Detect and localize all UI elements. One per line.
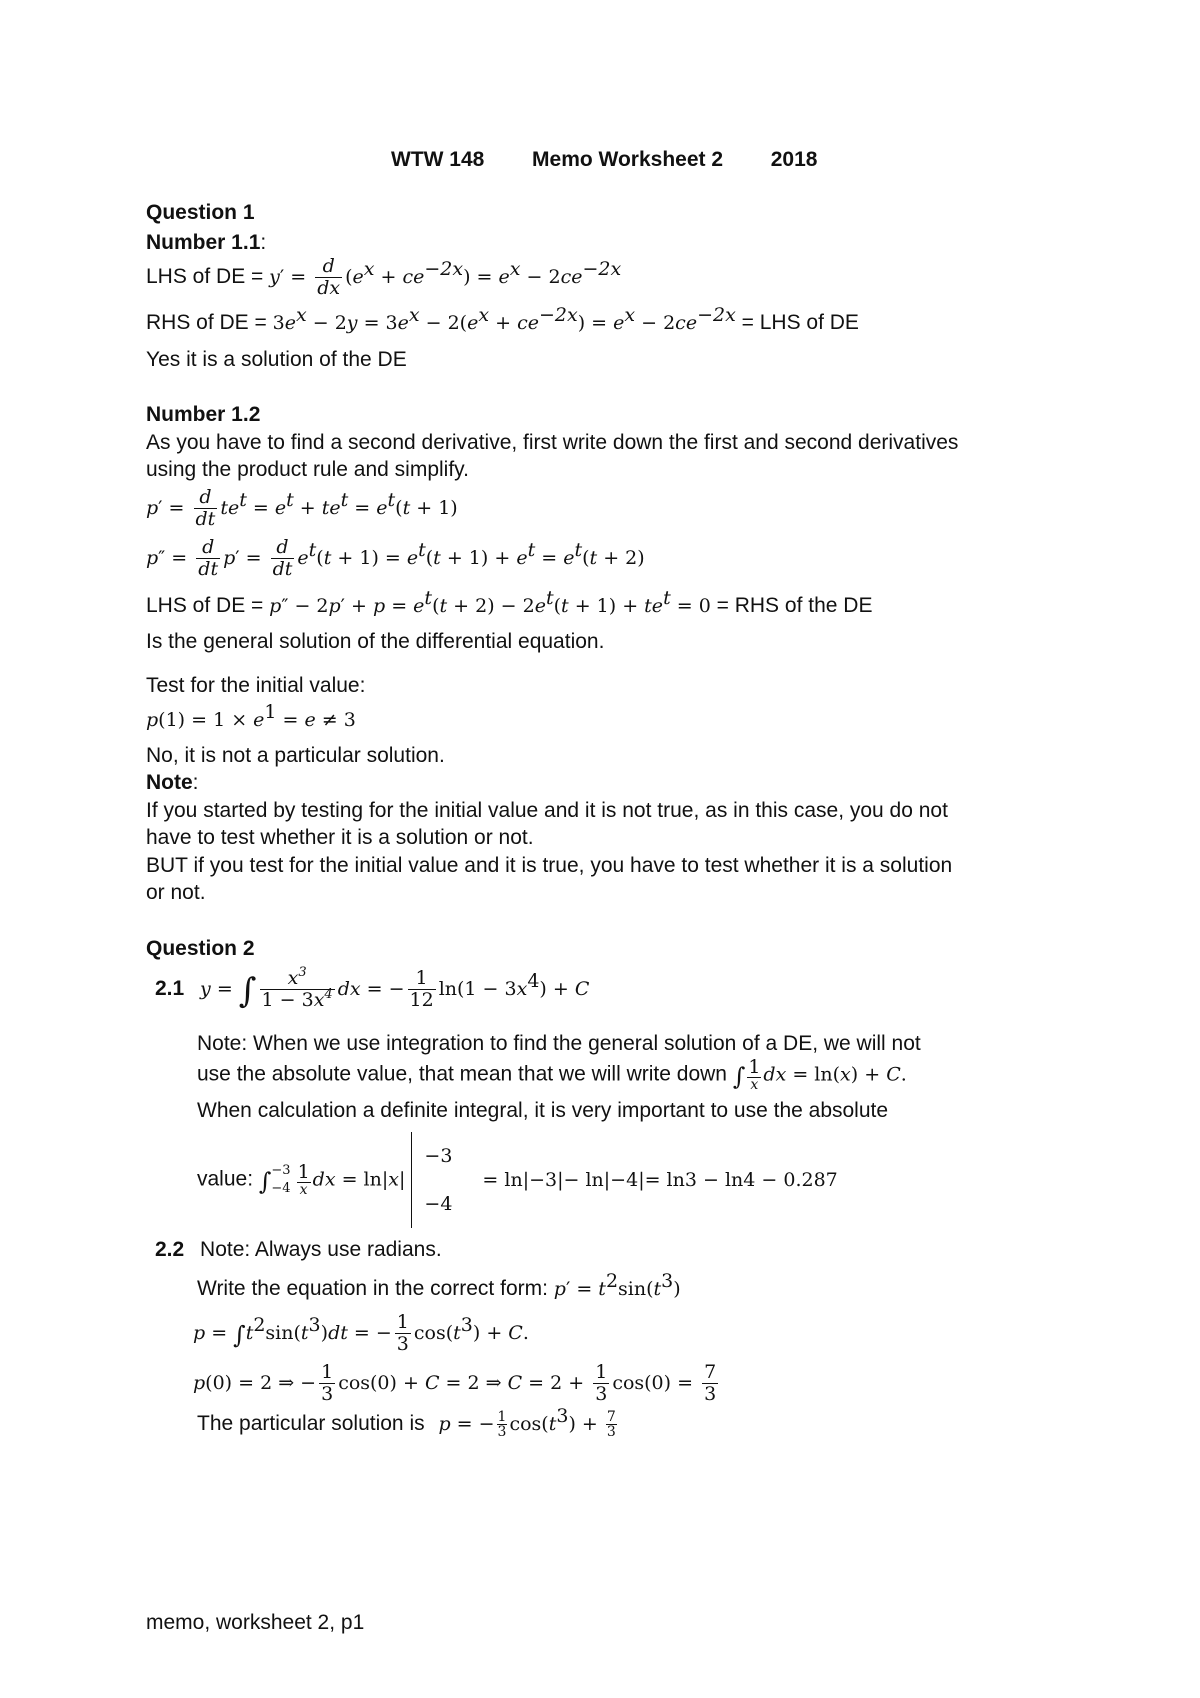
intro-line-2: using the product rule and simplify. xyxy=(146,458,469,481)
definite-integral-line: value: ∫ −3 −4 1 x dx = ln|x| −3 −4 = ln|−3|− ln|−4|= ln3 − ln4 − 0.287 xyxy=(197,1132,838,1228)
question-2-heading: Question 2 xyxy=(146,937,255,960)
equation-2-2-integral: $p = \int t^2\sin(t^3)dt$ = − $\frac{1}{3}$ $\cos(t^3) + C$. xyxy=(193,1311,529,1355)
conclusion-1-1: Yes it is a solution of the DE xyxy=(146,348,407,371)
value-label: value: xyxy=(197,1167,254,1191)
document-year: 2018 xyxy=(770,148,818,171)
course-code: WTW 148 xyxy=(391,148,485,171)
equation-1-2-check: LHS of DE = $p'' - 2p' + p = e^t(t + 2) - 2e^t(t + 1) + te^t = 0$ = RHS of the DE xyxy=(146,587,873,617)
note-2-1-line-3: When calculation a definite integral, it is very important to use the absolute xyxy=(197,1099,889,1122)
note-label: Note xyxy=(146,771,193,794)
page-footer: memo, worksheet 2, p1 xyxy=(146,1611,365,1634)
correct-form-text: Write the equation in the correct form: xyxy=(197,1277,548,1300)
note-2-1-line-2: use the absolute value, that mean that we will write down ∫ 1 x dx = ln(x) + C. xyxy=(197,1056,907,1093)
note-line-1: If you started by testing for the initial value and it is not true, as in this case, you do not xyxy=(146,799,948,822)
number-1-1-colon: : xyxy=(260,231,267,254)
number-1-2-heading: Number 1.2 xyxy=(146,403,261,426)
not-particular-text: No, it is not a particular solution. xyxy=(146,744,445,767)
equation-first-derivative: p′ = $\frac{d}{dt}$ $te^t = e^t + te^t = e^t(t + 1)$ xyxy=(146,486,458,530)
equation-1-1-lhs: LHS of DE = y′ = $\frac{d}{dx}$ $(e^x + ce^{-2x}) = e^x - 2ce^{-2x}$ xyxy=(146,255,622,299)
label-2-1: 2.1 xyxy=(155,976,185,1000)
evaluation-bar: −3 −4 xyxy=(411,1132,452,1228)
lhs-label-1-2: LHS of DE = xyxy=(146,594,270,617)
general-solution-text: Is the general solution of the differential equation. xyxy=(146,630,605,653)
note-line-3: BUT if you test for the initial value and it is true, you have to test whether it is a solution xyxy=(146,854,953,877)
correct-form-line: Write the equation in the correct form: $p' = t^2\sin(t^3)$ xyxy=(197,1270,681,1300)
equation-initial-value: $p(1) = 1 \times e^1 = e \ne 3$ xyxy=(146,701,356,731)
lhs-label: LHS of DE = xyxy=(146,264,270,288)
equation-2-1: 2.1 y = ∫ $\frac{x^3}{1 - 3x^4}$ dx = − $\frac{1}{12}$ $\ln(1 - 3x^4) + C$ xyxy=(155,965,590,1011)
rhs-label: RHS of DE = xyxy=(146,311,273,334)
intro-line-1: As you have to find a second derivative, first write down the first and second derivatives xyxy=(146,431,959,454)
note-radians: Note: Always use radians. xyxy=(200,1238,442,1261)
particular-solution-line: The particular solution is p = − $\frac{1}{3}$ $\cos(t^3)$ + $\frac{7}{3}$ xyxy=(197,1405,616,1440)
equation-1-1-rhs: RHS of DE = $3e^x - 2y = 3e^x - 2(e^x + ce^{-2x}) = e^x - 2ce^{-2x}$ = LHS of DE xyxy=(146,304,859,334)
document-title: Memo Worksheet 2 xyxy=(532,148,724,171)
equation-second-derivative: p″ = $\frac{d}{dt}$ p′ = $\frac{d}{dt}$ $e^t(t + 1) = e^t(t + 1) + e^t = e^t(t + 2)$ xyxy=(146,536,645,580)
number-1-1-label: Number 1.1 xyxy=(146,231,261,254)
test-initial-text: Test for the initial value: xyxy=(146,674,366,697)
rhs-end: = LHS of DE xyxy=(735,311,859,334)
label-2-2: 2.2 xyxy=(155,1238,185,1261)
question-1-heading: Question 1 xyxy=(146,201,255,224)
note-2-1-text: use the absolute value, that mean that we will write down xyxy=(197,1062,727,1086)
page-header xyxy=(391,148,817,172)
number-1-1-heading xyxy=(146,231,266,255)
note-heading xyxy=(146,771,199,795)
note-2-2 xyxy=(155,1238,442,1262)
rhs-end-1-2: = RHS of the DE xyxy=(710,594,873,617)
note-line-2: have to test whether it is a solution or not. xyxy=(146,826,534,849)
note-line-4: or not. xyxy=(146,881,206,904)
note-2-1-line-1: Note: When we use integration to find the general solution of a DE, we will not xyxy=(197,1032,921,1055)
particular-solution-text: The particular solution is xyxy=(197,1412,425,1436)
note-colon: : xyxy=(192,771,199,794)
equation-2-2-constant: p(0) = 2 ⇒ − $\frac{1}{3}$ cos(0) + C = 2 ⇒ C = 2 + $\frac{1}{3}$ cos(0) = $\frac{7}{3}$ xyxy=(193,1361,717,1405)
